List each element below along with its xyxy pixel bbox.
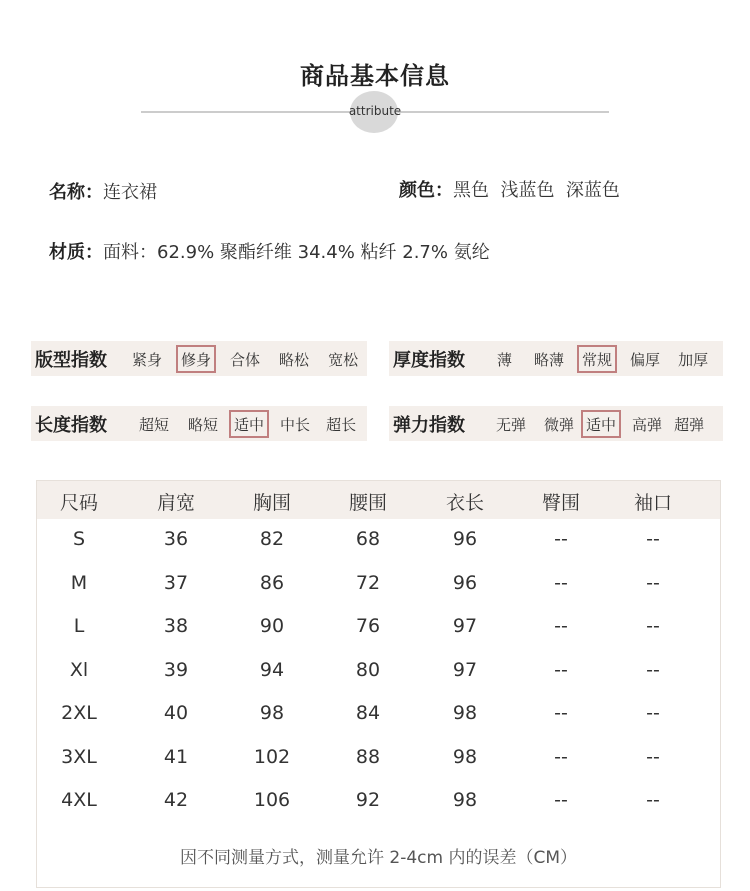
cell-size: L — [73, 615, 85, 637]
cell-size: 4XL — [61, 789, 97, 811]
color-value: 黑色 浅蓝色 深蓝色 — [453, 180, 620, 201]
cell-size: 2XL — [61, 702, 97, 724]
length-index-label: 长度指数 — [35, 414, 107, 436]
cell-shoulder: 37 — [163, 572, 189, 594]
length-option: 超短 — [139, 415, 170, 434]
elasticity-index-band — [389, 406, 723, 441]
length-index-band — [31, 406, 367, 441]
cell-hip: -- — [554, 615, 568, 637]
size-table — [36, 480, 721, 888]
cell-cuff: -- — [646, 572, 660, 594]
cell-chest: 106 — [253, 789, 291, 811]
cell-length: 96 — [452, 528, 478, 550]
cell-waist: 72 — [355, 572, 381, 594]
thickness-option: 偏厚 — [630, 350, 661, 369]
fit-option: 紧身 — [132, 350, 163, 369]
cell-cuff: -- — [646, 789, 660, 811]
length-option: 中长 — [280, 415, 311, 434]
product-color-row: 颜色：黑色 浅蓝色 深蓝色 — [399, 180, 620, 201]
fit-index-options — [127, 341, 363, 376]
cell-cuff: -- — [646, 702, 660, 724]
header-cell-length: 衣长 — [445, 492, 484, 514]
cell-shoulder: 40 — [163, 702, 189, 724]
cell-length: 97 — [452, 615, 478, 637]
cell-waist: 80 — [355, 659, 381, 681]
length-index-options — [134, 406, 361, 441]
length-option-selected: 适中 — [229, 410, 269, 438]
name-label: 名称 — [49, 182, 85, 203]
product-name-row: 名称：连衣裙 — [49, 182, 157, 203]
elasticity-option: 无弹 — [496, 415, 527, 434]
cell-waist: 68 — [355, 528, 381, 550]
elasticity-option-selected: 适中 — [581, 410, 621, 438]
header-cell-hip: 臀围 — [541, 492, 580, 514]
cell-length: 98 — [452, 789, 478, 811]
product-material-row: 材质：面料：62.9% 聚酯纤维 34.4% 粘纤 2.7% 氨纶 — [49, 242, 490, 263]
header-cell-cuff: 袖口 — [633, 492, 672, 514]
header-cell-size: 尺码 — [59, 492, 98, 514]
cell-shoulder: 36 — [163, 528, 189, 550]
cell-chest: 102 — [253, 746, 291, 768]
cell-hip: -- — [554, 702, 568, 724]
header-cell-waist: 腰围 — [348, 492, 387, 514]
fit-index-label: 版型指数 — [35, 349, 107, 371]
fit-option: 略松 — [279, 350, 310, 369]
elasticity-option: 微弹 — [544, 415, 575, 434]
cell-hip: -- — [554, 789, 568, 811]
length-option: 略短 — [188, 415, 219, 434]
elasticity-option: 超弹 — [674, 415, 705, 434]
cell-shoulder: 39 — [163, 659, 189, 681]
thickness-option: 加厚 — [678, 350, 709, 369]
cell-waist: 76 — [355, 615, 381, 637]
cell-hip: -- — [554, 528, 568, 550]
thickness-option: 薄 — [497, 350, 513, 369]
size-table-header — [37, 481, 720, 519]
cell-waist: 84 — [355, 702, 381, 724]
cell-waist: 88 — [355, 746, 381, 768]
material-value: 面料：62.9% 聚酯纤维 34.4% 粘纤 2.7% 氨纶 — [103, 242, 490, 263]
cell-size: M — [70, 572, 88, 594]
length-option: 超长 — [326, 415, 357, 434]
fit-index-band — [31, 341, 367, 376]
cell-waist: 92 — [355, 789, 381, 811]
fit-option: 宽松 — [328, 350, 359, 369]
cell-cuff: -- — [646, 615, 660, 637]
thickness-index-options — [492, 341, 713, 376]
cell-shoulder: 41 — [163, 746, 189, 768]
cell-length: 97 — [452, 659, 478, 681]
cell-shoulder: 42 — [163, 789, 189, 811]
cell-chest: 94 — [259, 659, 285, 681]
page-title: 商品基本信息 — [300, 62, 450, 90]
cell-length: 96 — [452, 572, 478, 594]
fit-option-selected: 修身 — [176, 345, 216, 373]
elasticity-index-options — [491, 406, 709, 441]
cell-length: 98 — [452, 702, 478, 724]
fit-option: 合体 — [230, 350, 261, 369]
color-label: 颜色 — [399, 180, 435, 201]
cell-chest: 98 — [259, 702, 285, 724]
cell-cuff: -- — [646, 659, 660, 681]
cell-hip: -- — [554, 746, 568, 768]
elasticity-option: 高弹 — [632, 415, 663, 434]
cell-cuff: -- — [646, 746, 660, 768]
cell-cuff: -- — [646, 528, 660, 550]
thickness-option-selected: 常规 — [577, 345, 617, 373]
header-cell-shoulder: 肩宽 — [156, 492, 195, 514]
cell-chest: 82 — [259, 528, 285, 550]
cell-chest: 90 — [259, 615, 285, 637]
cell-chest: 86 — [259, 572, 285, 594]
measurement-note: 因不同测量方式，测量允许 2-4cm 内的误差（CM） — [179, 848, 578, 868]
elasticity-index-label: 弹力指数 — [393, 414, 465, 436]
cell-size: S — [72, 528, 86, 550]
thickness-index-label: 厚度指数 — [393, 349, 465, 371]
cell-hip: -- — [554, 572, 568, 594]
cell-size: Xl — [69, 659, 89, 681]
title-subtitle: attribute — [348, 104, 402, 118]
cell-hip: -- — [554, 659, 568, 681]
thickness-option: 略薄 — [534, 350, 565, 369]
material-label: 材质 — [49, 242, 85, 263]
cell-shoulder: 38 — [163, 615, 189, 637]
header-cell-chest: 胸围 — [252, 492, 291, 514]
thickness-index-band — [389, 341, 723, 376]
name-value: 连衣裙 — [103, 182, 157, 203]
cell-length: 98 — [452, 746, 478, 768]
cell-size: 3XL — [61, 746, 97, 768]
